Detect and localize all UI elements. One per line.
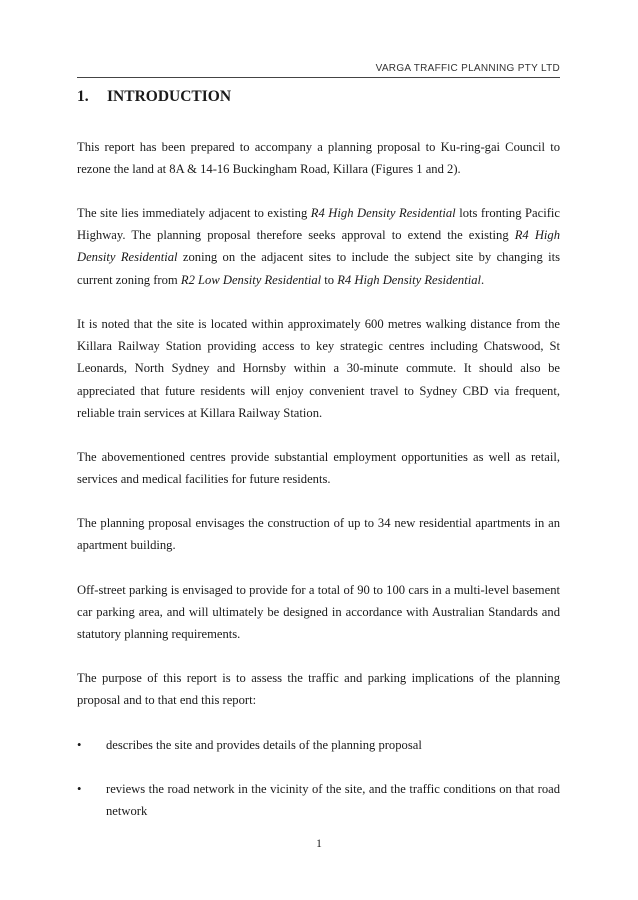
header-company-name: VARGA TRAFFIC PLANNING PTY LTD	[375, 63, 560, 74]
p2-run-e: zoning on the adjacent sites to include the subject site by changing its current zoning from	[77, 250, 561, 287]
paragraph-7	[77, 667, 560, 711]
paragraph-1	[77, 136, 560, 180]
paragraph-3	[77, 313, 560, 424]
paragraph-5	[77, 512, 560, 556]
p2-run-i: .	[481, 272, 485, 287]
bullet-item	[77, 734, 560, 756]
p2-run-c: lots fronting Pacific Highway. The planning proposal therefore seeks approval to extend the existing	[77, 206, 560, 243]
p2-zoning-r2: R2 Low Density Residential	[180, 272, 322, 287]
bullet-symbol: •	[77, 738, 82, 752]
paragraph-2-text	[77, 202, 560, 291]
paragraph-2	[77, 202, 560, 291]
section-title: INTRODUCTION	[107, 88, 232, 105]
bullet-text: reviews the road network in the vicinity of the site, and the traffic conditions on that road network	[106, 782, 560, 819]
section-heading	[77, 88, 231, 106]
paragraph-7-text: The purpose of this report is to assess the traffic and parking implications of the planning proposal and to that end this report:	[77, 671, 560, 708]
paragraph-4	[77, 446, 560, 490]
paragraph-1-text: This report has been prepared to accompany a planning proposal to Ku-ring-gai Council to rezone the land at 8A & 14-16 Buckingham Road, Killara (Figures 1 and 2).	[77, 140, 560, 177]
paragraph-6	[77, 579, 560, 646]
p2-zoning-r4-1: R4 High Density Residential	[310, 206, 456, 220]
paragraph-5-text: The planning proposal envisages the construction of up to 34 new residential apartments in an apartment building.	[77, 516, 560, 553]
paragraph-4-text: The abovementioned centres provide substantial employment opportunities as well as retail, services and medical facilities for future residents.	[77, 450, 560, 487]
paragraph-3-text: It is noted that the site is located within approximately 600 metres walking distance from the Killara Railway Station providing access to key strategic centres including Chatswood, St Leonards, North Sydney and Hornsby within a 30-minute commute. It should also be appreciated that future residents will enjoy convenient travel to Sydney CBD via frequent, reliable train services at Killara Railway Station.	[77, 317, 560, 420]
page-number: 1	[316, 838, 322, 850]
bullet-symbol: •	[77, 782, 82, 796]
bullet-text: describes the site and provides details of the planning proposal	[106, 738, 422, 752]
p2-zoning-r4-3: R4 High Density Residential	[337, 272, 481, 287]
paragraph-6-text: Off-street parking is envisaged to provide for a total of 90 to 100 cars in a multi-level basement car parking area, and will ultimately be designed in accordance with Australian Standards and statutory planning requirements.	[77, 583, 560, 642]
bullet-item	[77, 778, 560, 822]
p2-run-a: The site lies immediately adjacent to existing	[77, 206, 311, 220]
p2-run-g: to	[321, 272, 338, 287]
p2-zoning-r4-2: R4 High Density Residential	[77, 228, 561, 265]
page-header	[77, 58, 560, 78]
section-number: 1.	[77, 88, 89, 105]
